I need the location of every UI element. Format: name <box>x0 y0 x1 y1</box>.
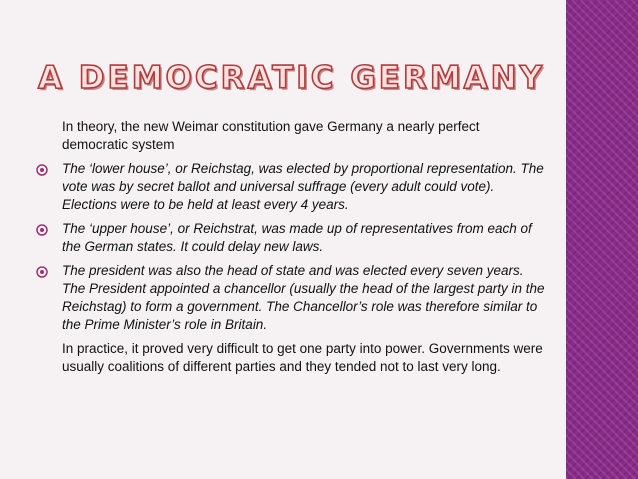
target-bullet-icon <box>36 265 48 277</box>
target-bullet-icon <box>36 163 48 175</box>
decorative-sidebar <box>566 0 638 479</box>
paragraph-text: In practice, it proved very difficult to get one party into power. Governments were usually coalitions of different parties and they tended not to last very long. <box>62 341 543 374</box>
paragraph-theory <box>36 118 548 154</box>
paragraph-practice <box>36 340 548 376</box>
slide-body <box>36 118 548 382</box>
paragraph-text: In theory, the new Weimar constitution gave Germany a nearly perfect democratic system <box>62 119 480 152</box>
slide-title: A DEMOCRATIC GERMANY <box>38 60 546 96</box>
bullet-item-reichstrat <box>36 220 548 256</box>
target-bullet-icon <box>36 223 48 235</box>
bullet-item-reichstag <box>36 160 548 214</box>
bullet-item-president <box>36 262 548 334</box>
bullet-text: The ‘upper house’, or Reichstrat, was made up of representatives from each of the German states. It could delay new laws. <box>62 221 532 254</box>
bullet-text: The ‘lower house’, or Reichstag, was elected by proportional representation. The vote was by secret ballot and universal suffrage (every adult could vote). Elections were to be held at least every 4 years. <box>62 161 544 212</box>
bullet-text: The president was also the head of state and was elected every seven years. The President appointed a chancellor (usually the head of the largest party in the Reichstag) to form a government. The Chancellor’s role was therefore similar to the Prime Minister’s role in Britain. <box>62 263 545 332</box>
